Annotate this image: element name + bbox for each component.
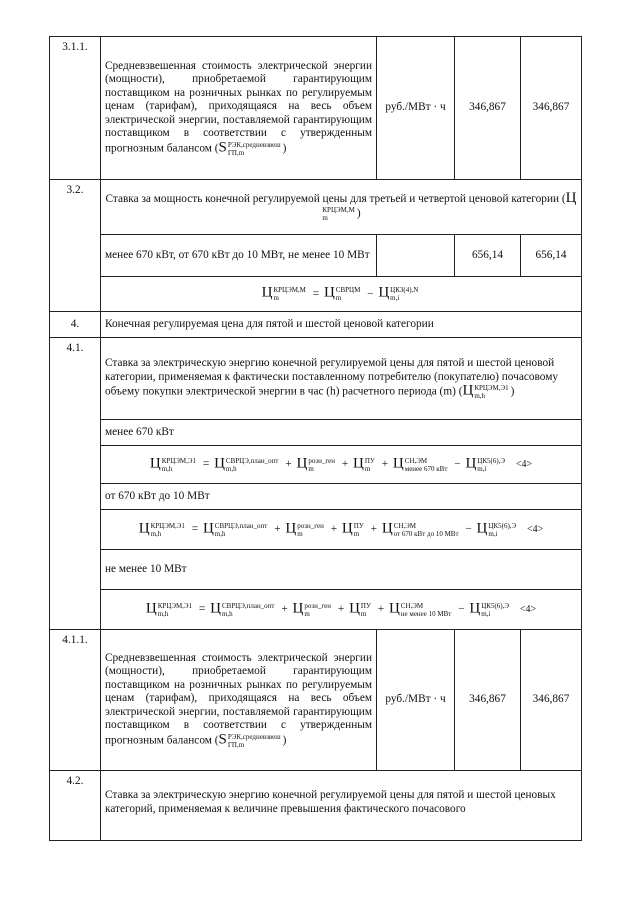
description-text: Средневзвешенная стоимость электрической энергии (мощности), приобретаемой гарантирующим поставщиком на розничных рынках по регулируемым ценам (тарифам), приходящаяся на весь объем электрической энергии, поставляемой гарантирующим поставщиком в соответствии с утвержденным прогнозным балансом bbox=[105, 651, 372, 747]
description-text: Ставка за мощность конечной регулируемой цены для третьей и четвертой ценовой категории bbox=[105, 192, 560, 205]
row-description: Средневзвешенная стоимость электрической энергии (мощности), приобретаемой гарантирующим поставщиком на розничных рынках по регулируемым ценам (тарифам), приходящаяся на весь объем электрической энергии, поставляемой гарантирующим поставщиком в соответствии с утвержденным прогнозным балансом (S РЭК,средневзвеш ГП,m ) bbox=[101, 630, 377, 771]
row-description: Ставка за электрическую энергию конечной регулируемой цены для пятой и шестой ценовых категорий, применяемая к величине превышения фактического почасового bbox=[101, 771, 582, 841]
group-label: не менее 10 МВт bbox=[101, 550, 582, 590]
row-3-2 bbox=[50, 180, 582, 235]
symbol-sup: РЭК,средневзвеш bbox=[227, 140, 281, 149]
row-3-2-formula bbox=[50, 277, 582, 312]
description-text: Средневзвешенная стоимость электрической энергии (мощности), приобретаемой гарантирующим поставщиком на розничных рынках по регулируемым ценам (тарифам), приходящаяся на весь объем электрической энергии, поставляемой гарантирующим поставщиком в соответствии с утвержденным прогнозным балансом bbox=[105, 59, 372, 155]
unit-cell: руб./МВт · ч bbox=[377, 630, 455, 771]
row-4-1-1 bbox=[50, 630, 582, 771]
row-number: 4. bbox=[50, 312, 101, 338]
row-description: Средневзвешенная стоимость электрической энергии (мощности), приобретаемой гарантирующим поставщиком на розничных рынках по регулируемым ценам (тарифам), приходящаяся на весь объем электрической энергии, поставляемой гарантирующим поставщиком в соответствии с утвержденным прогнозным балансом (S РЭК,средневзвеш ГП,m ) bbox=[101, 37, 377, 180]
formula-cell: Ц КРЦЭМ,Э1 m,h = Ц СВРЦЭ,план_опт m,h + Ц розн_ген m + Ц ПУ m + Ц СН,ЭМ менее 670 кВт − Ц ЦК5(6),Э m,i <4> bbox=[101, 446, 582, 484]
unit-cell-empty bbox=[377, 235, 455, 277]
row-3-2-sub bbox=[50, 235, 582, 277]
value-cell-2: 346,867 bbox=[521, 630, 582, 771]
formula-cell: Ц КРЦЭМ,Э1 m,h = Ц СВРЦЭ,план_опт m,h + Ц розн_ген m + Ц ПУ m + Ц СН,ЭМ от 670 кВт до 10 МВт − Ц ЦК5(6),Э m,i <4> bbox=[101, 510, 582, 550]
symbol-sup: КРЦЭМ,М bbox=[322, 206, 355, 215]
row-4-2 bbox=[50, 771, 582, 841]
row-description: Ставка за электрическую энергию конечной регулируемой цены для пятой и шестой ценовой категории, применяемая к фактически поставленному потребителю (покупателю) почасовому объему покупки электрической энергии в час (h) расчетного периода (m) (Ц КРЦЭМ,Э1 m,h ) bbox=[101, 338, 582, 420]
row-4-1 bbox=[50, 338, 582, 420]
symbol-sub: ГП,m bbox=[227, 148, 245, 157]
value-cell-1: 656,14 bbox=[455, 235, 521, 277]
group-label: от 670 кВт до 10 МВт bbox=[101, 484, 582, 510]
row-4-1-group-label bbox=[50, 484, 582, 510]
symbol-sub: m,h bbox=[474, 392, 486, 400]
row-3-1-1 bbox=[50, 37, 582, 180]
row-number: 4.1. bbox=[50, 338, 101, 630]
formula-cell: Ц КРЦЭМ,М m = Ц СВРЦМ m − Ц ЦКЗ(4),N m,i bbox=[101, 277, 582, 312]
symbol: S bbox=[218, 731, 227, 748]
value-cell-2: 656,14 bbox=[521, 235, 582, 277]
row-4-1-formula bbox=[50, 590, 582, 630]
subrow-label: менее 670 кВт, от 670 кВт до 10 МВт, не менее 10 МВт bbox=[101, 235, 377, 277]
symbol-sup: РЭК,средневзвеш bbox=[227, 732, 281, 741]
symbol-sub: m bbox=[322, 214, 328, 223]
footnote-ref: <4> bbox=[519, 604, 537, 616]
row-4 bbox=[50, 312, 582, 338]
footnote-ref: <4> bbox=[526, 524, 544, 536]
symbol: S bbox=[218, 139, 227, 156]
unit-cell: руб./МВт · ч bbox=[377, 37, 455, 180]
formula-cell: Ц КРЦЭМ,Э1 m,h = Ц СВРЦЭ,план_опт m,h + Ц розн_ген m + Ц ПУ m + Ц СН,ЭМ не менее 10 МВт − Ц ЦК5(6),Э m,i <4> bbox=[101, 590, 582, 630]
tariff-table bbox=[49, 36, 582, 841]
row-4-1-group-label bbox=[50, 550, 582, 590]
row-number: 4.2. bbox=[50, 771, 101, 841]
row-description: Ставка за мощность конечной регулируемой цены для третьей и четвертой ценовой категории (Ц КРЦЭМ,М m ) bbox=[101, 180, 582, 235]
symbol: Ц bbox=[462, 382, 474, 399]
symbol: Ц bbox=[565, 189, 577, 206]
row-description: Конечная регулируемая цена для пятой и шестой ценовой категории bbox=[101, 312, 582, 338]
row-number: 3.2. bbox=[50, 180, 101, 312]
value-cell-1: 346,867 bbox=[455, 37, 521, 180]
row-4-1-group-label bbox=[50, 420, 582, 446]
group-label: менее 670 кВт bbox=[101, 420, 582, 446]
description-text: Ставка за электрическую энергию конечной регулируемой цены для пятой и шестой ценовой категории, применяемая к фактически поставленному потребителю (покупателю) почасовому объему покупки электрической энергии в час (h) расчетного периода (m) bbox=[105, 357, 559, 398]
row-number: 3.1.1. bbox=[50, 37, 101, 180]
value-cell-1: 346,867 bbox=[455, 630, 521, 771]
row-4-1-formula bbox=[50, 510, 582, 550]
row-number: 4.1.1. bbox=[50, 630, 101, 771]
symbol-sub: ГП,m bbox=[227, 740, 245, 749]
footnote-ref: <4> bbox=[515, 459, 533, 471]
value-cell-2: 346,867 bbox=[521, 37, 582, 180]
symbol-sup: КРЦЭМ,Э1 bbox=[474, 384, 509, 392]
row-4-1-formula bbox=[50, 446, 582, 484]
